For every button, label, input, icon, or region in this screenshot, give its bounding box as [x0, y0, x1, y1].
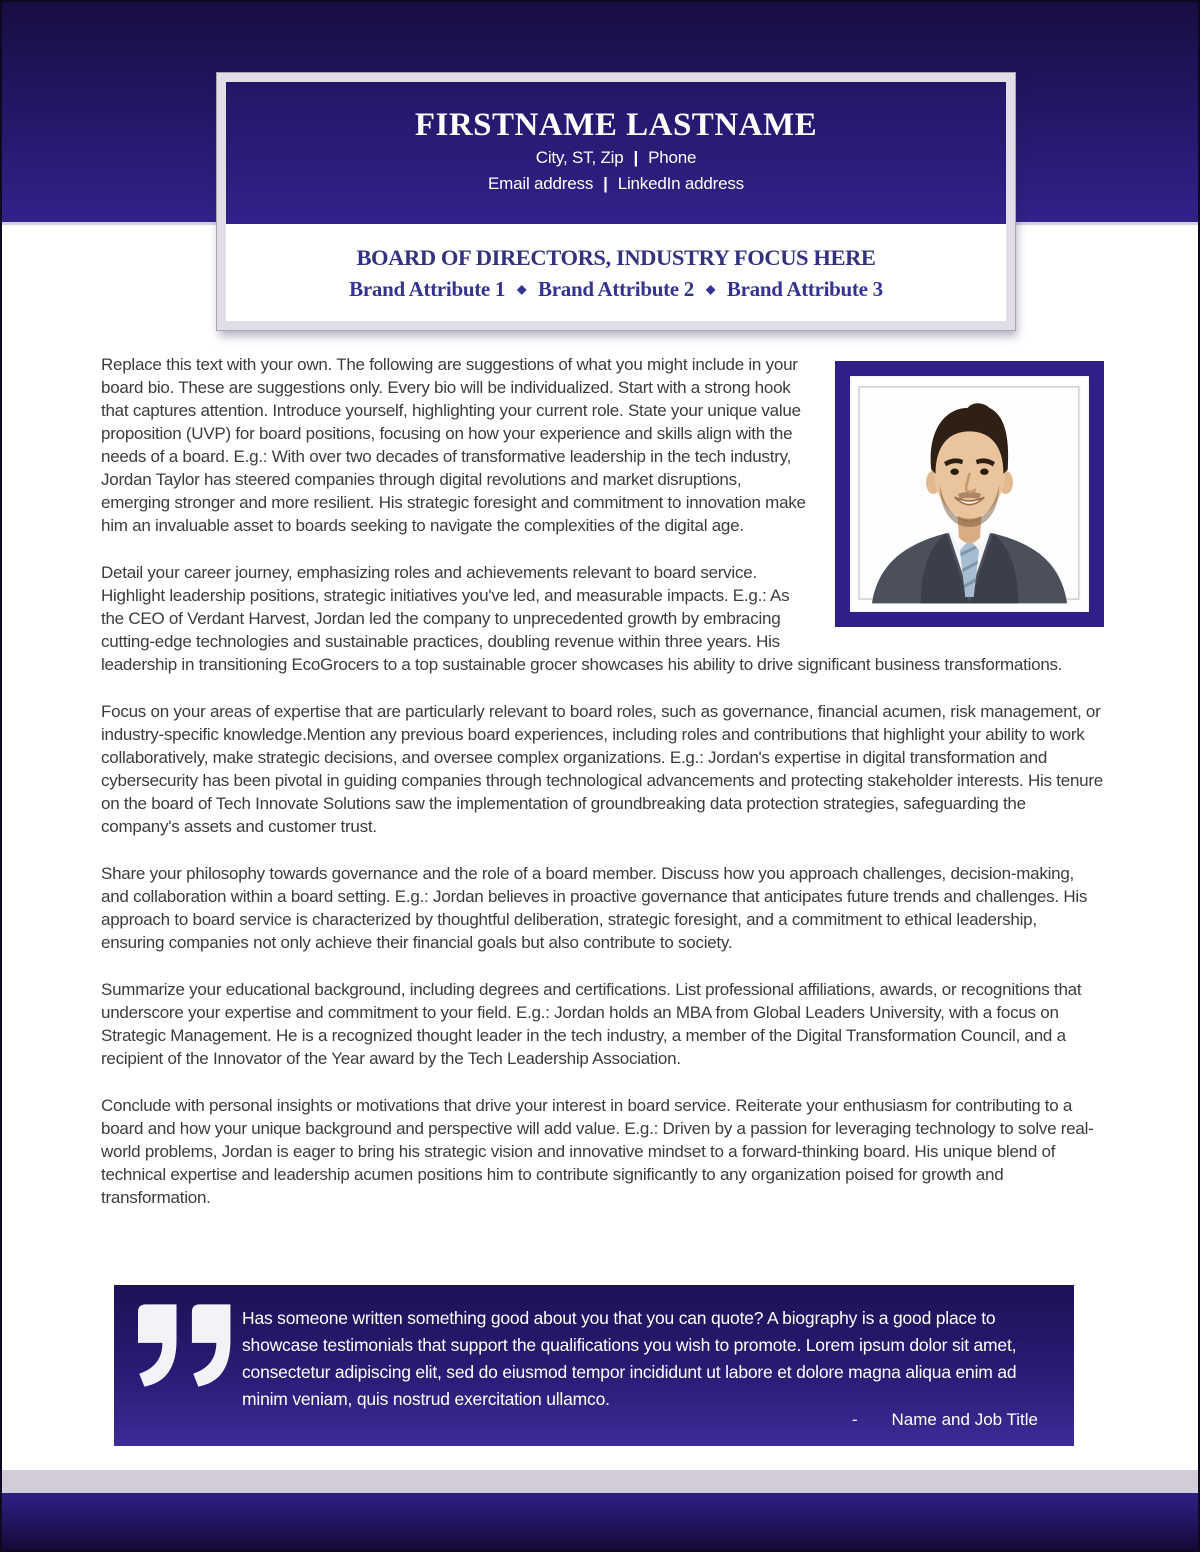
quote-text: Has someone written something good about you that you can quote? A biography is a good place to showcase testimonials that support the qualifications you wish to promote. Lorem ipsum dolor sit amet, consectetur adipiscing elit, sed do eiusmod tempor incididunt ut labore et dolore magna aliqua enim ad minim veniam, quis nostrud exercitation ullamco. — [242, 1308, 1017, 1409]
header-box — [217, 73, 1015, 330]
footer-band — [2, 1493, 1198, 1550]
brand-attributes — [226, 277, 1006, 302]
diamond-separator-icon: ◆ — [705, 282, 715, 296]
attribution-dash: - — [851, 1410, 858, 1429]
headshot-illustration — [857, 383, 1082, 605]
attribution-name: Name and Job Title — [891, 1410, 1038, 1429]
brand-attribute-3: Brand Attribute 3 — [726, 277, 883, 301]
contact-line-2 — [226, 172, 1006, 195]
contact-phone: Phone — [648, 148, 697, 167]
header-identity-area — [226, 82, 1006, 224]
testimonial-quote-box — [114, 1285, 1074, 1446]
bio-paragraph-expertise: Focus on your areas of expertise that are particularly relevant to board roles, such as governance, financial acumen, risk management, or industry-specific knowledge.Mention any previous board experiences, including roles and contributions that highlight your ability to work collaboratively, make strategic decisions, and oversee complex organizations. E.g.: Jordan's expertise in digital transformation and cybersecurity has been pivotal in guiding companies through technological advancements and protecting stakeholder interests. His tenure on the board of Tech Innovate Solutions saw the implementation of groundbreaking data protection strategies, safeguarding the company's assets and customer trust. — [101, 702, 1103, 836]
contact-city: City, ST, Zip — [535, 148, 624, 167]
quote-attribution — [852, 1410, 1038, 1430]
bio-paragraph-education: Summarize your educational background, including degrees and certifications. List professional affiliations, awards, or recognitions that underscore your expertise and commitment to your field. E.g.: Jordan holds an MBA from Global Leaders University, with a focus on Strategic Management. He is a recognized thought leader in the tech industry, a member of the Digital Transformation Council, and a recipient of the Innovator of the Year award by the Tech Leadership Association. — [101, 980, 1082, 1068]
contact-line-1 — [226, 146, 1006, 169]
bio-paragraph-philosophy: Share your philosophy towards governance and the role of a board member. Discuss how you approach challenges, decision-making, and collaboration within a board setting. E.g.: Jordan believes in proactive governance that anticipates future trends and challenges. His approach to board service is characterized by thoughtful deliberation, strategic foresight, and a commitment to ethical leadership, ensuring companies not only achieve their financial goals but also contribute to society. — [101, 864, 1088, 952]
contact-linkedin: LinkedIn address — [617, 174, 744, 193]
bio-body — [101, 353, 1104, 1233]
headshot-photo — [850, 376, 1089, 612]
brand-attribute-2: Brand Attribute 2 — [538, 277, 694, 301]
bio-paragraph-career: Detail your career journey, emphasizing roles and achievements relevant to board service. Highlight leadership positions, strategic initiatives you've led, and measurable impacts. E.g.: As the CEO of Verdant Harvest, Jordan led the company to unprecedented growth by embracing cutting-edge technologies and sustainable practices, doubling revenue within three years. His leadership in transitioning EcoGrocers to a top sustainable grocer showcases his ability to drive significant business transformations. — [101, 563, 1063, 674]
separator-pipe: | — [603, 174, 608, 193]
footer-accent-band — [2, 1470, 1198, 1493]
board-title: BOARD OF DIRECTORS, INDUSTRY FOCUS HERE — [356, 245, 876, 270]
person-name: FIRSTNAME LASTNAME — [414, 107, 818, 143]
brand-attribute-1: Brand Attribute 1 — [349, 277, 506, 301]
double-quote-open-icon — [138, 1303, 233, 1388]
bio-paragraph-conclusion: Conclude with personal insights or motivations that drive your interest in board service. Reiterate your enthusiasm for contributing to a board and how your unique background and perspective will add value. E.g.: Driven by a passion for leveraging technology to solve real-world problems, Jordan is eager to bring his strategic vision and innovative mindset to a forward-thinking board. His unique blend of technical expertise and leadership acumen positions him to contribute significantly to any organization poised for growth and transformation. — [101, 1096, 1094, 1207]
headshot-photo-frame — [835, 361, 1104, 627]
diamond-separator-icon: ◆ — [517, 282, 527, 296]
header-title-area — [226, 224, 1006, 321]
bio-paragraph-hook: Replace this text with your own. The following are suggestions of what you might include in your board bio. These are suggestions only. Every bio will be individualized. Start with a strong hook that captures attention. Introduce yourself, highlighting your current role. State your unique value proposition (UVP) for board positions, focusing on how your experience and skills align with the needs of a board. E.g.: With over two decades of transformative leadership in the tech industry, Jordan Taylor has steered companies through digital revolutions and market disruptions, emerging stronger and more resilient. His strategic foresight and commitment to innovation make him an invaluable asset to boards seeking to navigate the complexities of the digital age. — [101, 355, 806, 535]
separator-pipe: | — [633, 148, 639, 167]
contact-email: Email address — [488, 174, 594, 193]
